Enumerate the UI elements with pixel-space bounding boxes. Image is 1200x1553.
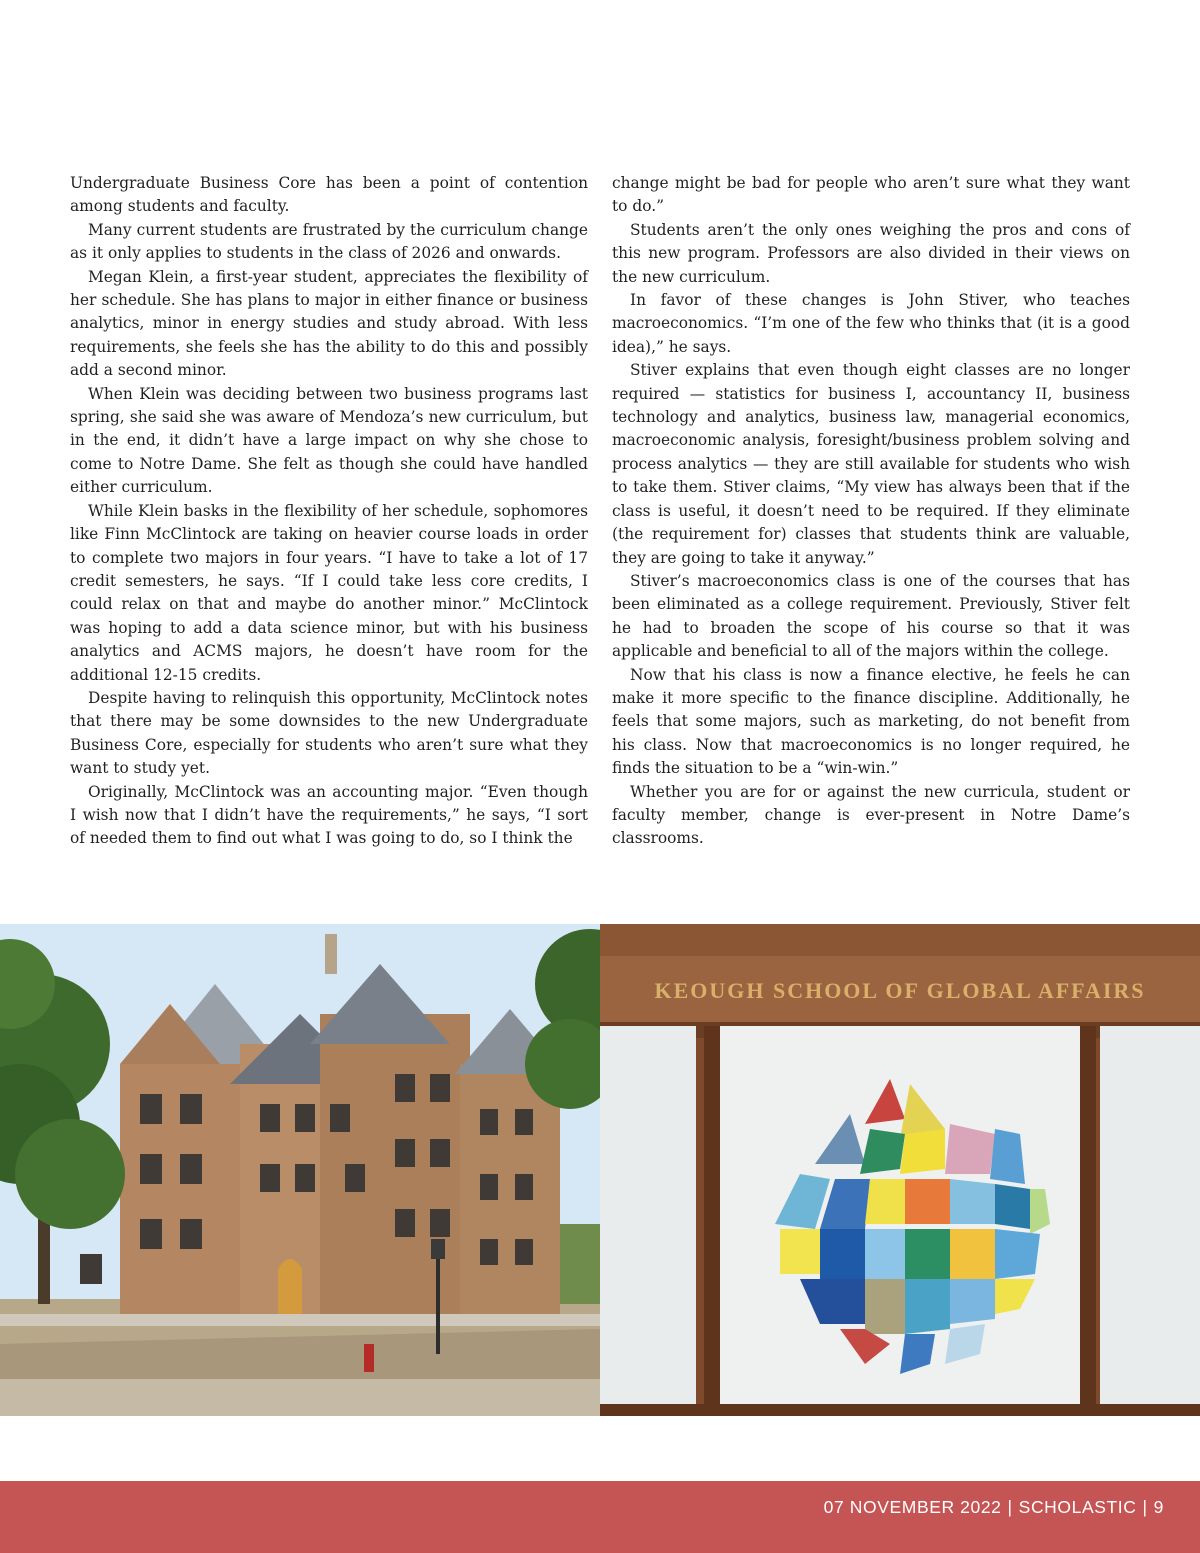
footer-band <box>0 1481 1200 1553</box>
paragraph: In favor of these changes is John Stiver, who teaches macroeconomics. “I’m one of the few who thinks that (it is a good idea),” he says. <box>612 291 1130 356</box>
paragraph: Many current students are frustrated by the curriculum change as it only applies to students in the class of 2026 and onwards. <box>70 220 588 263</box>
article-column-left <box>70 172 588 851</box>
paragraph: Stiver’s macroeconomics class is one of the courses that has been eliminated as a college requirement. Previously, Stiver felt he had to broaden the scope of his course so that it was applicable and beneficial to all of the majors within the college. <box>612 571 1130 661</box>
separator: | <box>1142 1497 1148 1517</box>
paragraph: change might be bad for people who aren’t sure what they want to do.” <box>612 174 1130 216</box>
building-photo <box>0 924 600 1416</box>
publication-name: SCHOLASTIC <box>1018 1497 1137 1517</box>
separator: | <box>1007 1497 1013 1517</box>
paragraph: Stiver explains that even though eight classes are no longer required — statistics for business I, accountancy II, business technology and analytics, business law, managerial economics, macroeconomic analysis, foresight/business problem solving and process analytics — they are still available for students who wish to take them. Stiver claims, “My view has always been that if the class is useful, it doesn’t need to be required. If they eliminate (the requirement for) classes that students think are valuable, they are going to take it anyway.” <box>612 361 1130 567</box>
sign-text: KEOUGH SCHOOL OF GLOBAL AFFAIRS <box>654 978 1146 1003</box>
paragraph: Megan Klein, a first-year student, appreciates the flexibility of her schedule. She has plans to major in either finance or business analytics, minor in energy studies and study abroad. With less requirements, she feels she has the ability to do this and possibly add a second minor. <box>70 267 588 380</box>
paragraph: Whether you are for or against the new curricula, student or faculty member, change is ever-present in Notre Dame’s classrooms. <box>612 782 1130 848</box>
paragraph: Now that his class is now a finance elective, he feels he can make it more specific to the finance discipline. Additionally, he feels that some majors, such as marketing, do not benefit from his class. Now that macroeconomics is no longer required, he finds the situation to be a “win-win.” <box>612 665 1130 778</box>
paragraph: Originally, McClintock was an accounting major. “Even though I wish now that I didn’t have the requirements,” he says, “I sort of needed them to find out what I was going to do, so I think the <box>70 782 588 848</box>
paragraph: Students aren’t the only ones weighing the pros and cons of this new program. Professors are also divided in their views on the new curriculum. <box>612 220 1130 286</box>
footer-text <box>824 1497 1164 1518</box>
paragraph: While Klein basks in the flexibility of her schedule, sophomores like Finn McClintock are taking on heavier course loads in order to complete two majors in four years. “I have to take a lot of 17 credit semesters, he says. “If I could take less core credits, I could relax on that and maybe do another minor.” McClintock was hoping to add a data science minor, but with his business analytics and ACMS majors, he doesn’t have room for the additional 12-15 credits. <box>70 501 588 684</box>
article-column-right <box>612 172 1130 851</box>
paragraph: When Klein was deciding between two business programs last spring, she said she was aware of Mendoza’s new curriculum, but in the end, it didn’t have a large impact on why she chose to come to Notre Dame. She felt as though she could have handled either curriculum. <box>70 384 588 497</box>
page-number: 9 <box>1153 1497 1164 1517</box>
paragraph: Undergraduate Business Core has been a point of contention among students and faculty. <box>70 174 588 216</box>
keough-school-photo <box>600 924 1200 1416</box>
issue-date: 07 NOVEMBER 2022 <box>823 1497 1002 1517</box>
paragraph: Despite having to relinquish this opportunity, McClintock notes that there may be some downsides to the new Undergraduate Business Core, especially for students who aren’t sure what they want to study yet. <box>70 688 588 778</box>
